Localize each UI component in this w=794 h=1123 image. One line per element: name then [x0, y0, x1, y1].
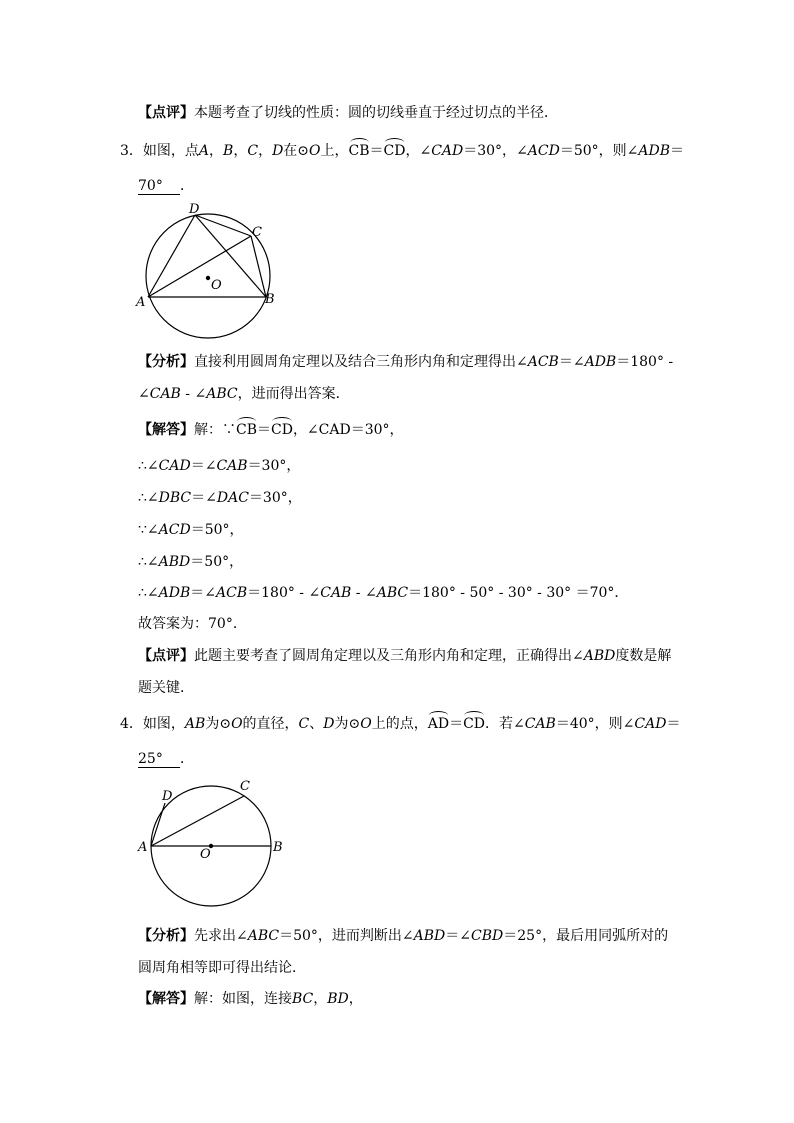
q3-solution-4: ∵∠ACD＝50°， — [138, 522, 244, 538]
q2-comment: 【点评】本题考查了切线的性质：圆的切线垂直于经过切点的半径． — [138, 105, 558, 121]
analysis-tag: 【分析】 — [138, 354, 194, 370]
q3-comment-1: 【点评】此题主要考查了圆周角定理以及三角形内角和定理，正确得出∠ABD度数是解 — [138, 648, 672, 664]
q4-stem: 4．如图，AB为⊙O的直径，C、D为⊙O上的点，AD＝CD．若∠CAB＝40°，则∠CAD＝ — [120, 716, 681, 732]
label-d: D — [189, 202, 200, 217]
label-b: B — [273, 840, 283, 855]
q4-analysis-1: 【分析】先求出∠ABC＝50°，进而判断出∠ABD＝∠CBD＝25°，最后用同弧所对的 — [138, 928, 669, 944]
label-a: A — [136, 295, 146, 310]
comment-tag: 【点评】 — [138, 105, 194, 121]
label-d: D — [162, 789, 173, 804]
q3-comment-2: 题关键． — [138, 680, 194, 696]
arc-cd-q4: CD — [463, 716, 485, 732]
label-b: B — [265, 292, 275, 307]
arc-cb: CB — [348, 143, 370, 159]
label-o: O — [211, 278, 222, 293]
q3-solution-2: ∴∠CAD＝∠CAB＝30°， — [138, 458, 301, 474]
label-c: C — [240, 779, 250, 794]
q4-solution-1: 【解答】解：如图，连接BC，BD， — [138, 991, 363, 1007]
q4-circle-figure — [130, 770, 290, 920]
q3-answer-line: 70° ． — [138, 178, 194, 194]
arc-cd: CD — [383, 143, 406, 159]
q3-answer-blank: 70° — [138, 178, 180, 195]
segment-ad — [148, 215, 195, 297]
q3-solution-6: ∴∠ADB＝∠ACB＝180° - ∠CAB - ∠ABC＝180° - 50° - 30° - 30° ＝70°． — [138, 585, 629, 601]
q3-solution-1: 【解答】解：∵CB＝CD，∠CAD＝30°， — [138, 422, 404, 438]
center-point — [206, 276, 210, 280]
segment-ac — [148, 236, 251, 297]
arc-ad: AD — [427, 716, 450, 732]
q4-answer-line: 25° ． — [138, 751, 194, 767]
q3-circle-figure — [130, 196, 290, 346]
q3-analysis-2: ∠CAB - ∠ABC，进而得出答案． — [138, 386, 350, 402]
label-c: C — [252, 225, 262, 240]
label-o: O — [200, 847, 211, 862]
q4-analysis-2: 圆周角相等即可得出结论． — [138, 960, 306, 976]
q3-solution-5: ∴∠ABD＝50°， — [138, 554, 244, 570]
answer-tag: 【解答】 — [138, 422, 194, 438]
q3-final-answer: 故答案为：70°． — [138, 616, 247, 632]
q3-solution-3: ∴∠DBC＝∠DAC＝30°， — [138, 490, 302, 506]
q4-answer-blank: 25° — [138, 751, 180, 768]
label-a: A — [138, 840, 148, 855]
q3-analysis-1: 【分析】直接利用圆周角定理以及结合三角形内角和定理得出∠ACB＝∠ADB＝180° - — [138, 354, 674, 370]
q3-stem: 3．如图，点A，B，C，D在⊙O上，CB＝CD，∠CAD＝30°，∠ACD＝50°，则∠ADB＝ — [120, 143, 685, 159]
